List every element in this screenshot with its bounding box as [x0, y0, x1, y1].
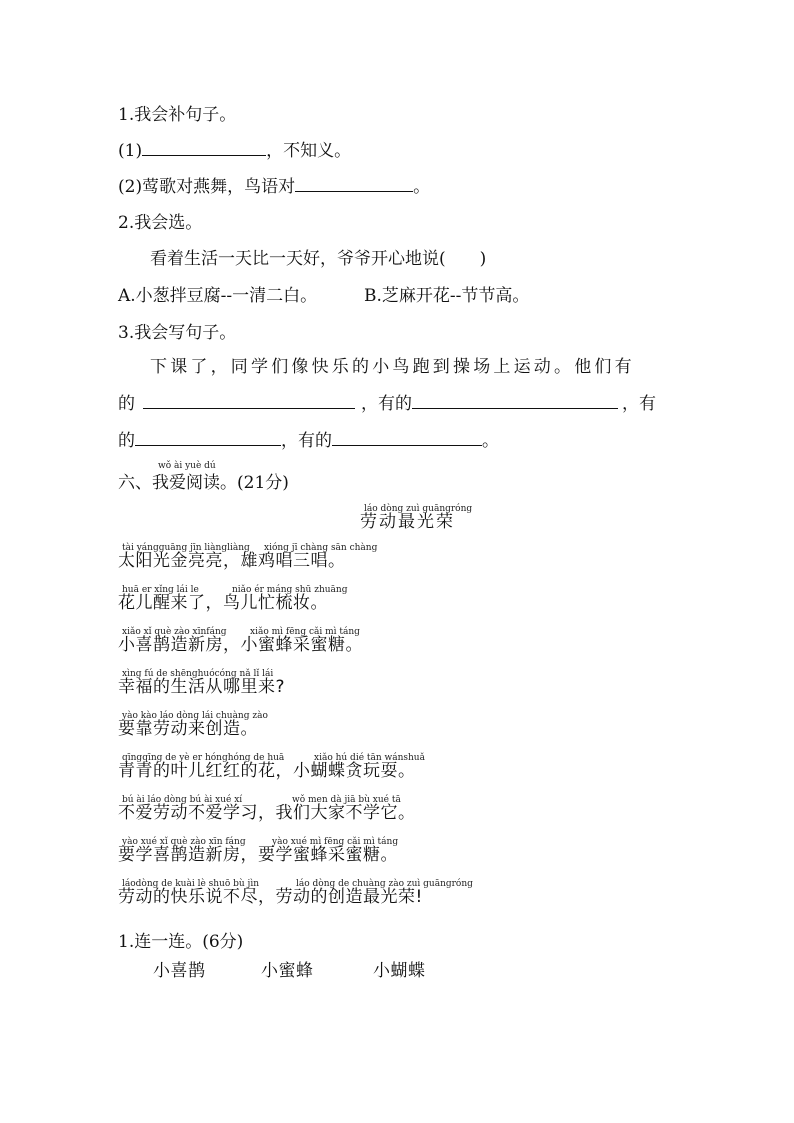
q3-blank-3[interactable] — [135, 429, 281, 446]
poem-title: 劳动最光荣 — [360, 512, 455, 532]
poem-line-6-pinyin-b: xiǎo hú dié tān wánshuǎ — [314, 753, 425, 763]
section6-suffix: 。(21分) — [220, 473, 289, 493]
q1-title: 1.我会补句子。 — [118, 105, 237, 125]
connect-item-hudie[interactable]: 小蝴蝶 — [373, 961, 426, 981]
connect-item-mifeng[interactable]: 小蜜蜂 — [261, 961, 314, 981]
q1-1-answer-blank[interactable] — [142, 139, 266, 156]
q2-title: 2.我会选。 — [118, 213, 203, 233]
poem-line-3-pinyin-a: xiǎo xǐ què zào xīnfáng — [122, 627, 227, 637]
poem-line-8: 要学喜鹊造新房，要学蜜蜂采蜜糖。 — [118, 845, 398, 865]
q1-item-1 — [118, 136, 351, 161]
q3-line3-b: ，有的 — [281, 431, 332, 451]
q3-line-2 — [118, 389, 656, 414]
poem-line-2-pinyin-a: huā er xǐng lái le — [122, 585, 199, 595]
poem-line-1-pinyin-b: xióng jī chàng sān chàng — [264, 543, 378, 553]
poem-line-8-pinyin-a: yào xué xǐ què zào xīn fáng — [122, 837, 246, 847]
poem-line-7-pinyin-a: bú ài láo dòng bú ài xué xí — [122, 795, 243, 805]
q1-1-prefix: (1) — [118, 141, 143, 161]
q3-line3-a: 的 — [118, 431, 135, 451]
q3-stem: 下课了，同学们像快乐的小鸟跑到操场上运动。他们有 — [150, 357, 635, 377]
poem-line-9-pinyin-a: láodòng de kuài lè shuō bù jìn — [122, 879, 260, 889]
poem-line-1-pinyin-a: tài yángguāng jīn liàngliàng — [122, 543, 250, 553]
q1-item-2 — [118, 172, 430, 197]
q3-blank-2[interactable] — [412, 392, 618, 409]
poem-line-9-pinyin-b: láo dòng de chuàng zào zuì guāngróng — [296, 879, 473, 889]
poem-line-5: 要靠劳动来创造。 — [118, 719, 258, 739]
section6-title-pinyin: wǒ ài yuè dú — [158, 461, 216, 471]
q3-line2-a: 的 — [118, 394, 135, 414]
q2-option-a: A.小葱拌豆腐--一清二白。 — [118, 286, 318, 306]
poem-line-2-pinyin-b: niǎo ér máng shū zhuāng — [232, 585, 348, 595]
poem-line-8-pinyin-b: yào xué mì fēng cǎi mì táng — [272, 837, 399, 847]
q3-blank-4[interactable] — [332, 429, 482, 446]
q1-2-answer-blank[interactable] — [295, 175, 413, 192]
poem-line-6-pinyin-a: qīngqīng de yè er hónghóng de huā — [122, 753, 285, 763]
q3-line2-b: ，有的 — [361, 394, 412, 414]
connect-item-xiquè[interactable]: 小喜鹊 — [153, 961, 206, 981]
poem-line-1: 太阳光金亮亮，雄鸡唱三唱。 — [118, 551, 346, 571]
poem-line-3-pinyin-b: xiǎo mì fēng cǎi mì táng — [250, 627, 360, 637]
q1-2-prefix: (2)莺歌对燕舞，鸟语对 — [118, 177, 296, 197]
connect-title: 1.连一连。(6分) — [118, 932, 244, 952]
poem-line-4-pinyin-a: xìng fú de shēnghuócóng nǎ lǐ lái — [122, 669, 274, 679]
q2-option-b: B.芝麻开花--节节高。 — [364, 286, 530, 306]
q1-1-suffix: ，不知义。 — [266, 141, 352, 161]
q3-blank-1[interactable] — [143, 392, 355, 409]
poem-line-7-pinyin-b: wǒ men dà jiā bù xué tā — [292, 795, 401, 805]
poem-line-9: 劳动的快乐说不尽，劳动的创造最光荣! — [118, 887, 423, 907]
poem-line-4: 幸福的生活从哪里来? — [118, 677, 286, 697]
q1-2-suffix: 。 — [413, 177, 431, 197]
poem-line-3: 小喜鹊造新房，小蜜蜂采蜜糖。 — [118, 635, 363, 655]
poem-line-5-pinyin-a: yào kào láo dòng lái chuàng zào — [122, 711, 268, 721]
poem-line-6: 青青的叶儿红红的花，小蝴蝶贪玩耍。 — [118, 761, 416, 781]
q3-line2-c: ，有 — [622, 394, 656, 414]
poem-line-7: 不爱劳动不爱学习，我们大家不学它。 — [118, 803, 416, 823]
section6-title: 我爱阅读 — [152, 473, 220, 493]
section6-prefix: 六、 — [118, 473, 152, 493]
poem-title-pinyin: láo dòng zuì guāngróng — [364, 504, 473, 514]
q3-line-3 — [118, 426, 499, 451]
poem-line-2: 花儿醒来了，鸟儿忙梳妆。 — [118, 593, 328, 613]
q3-title: 3.我会写句子。 — [118, 323, 237, 343]
q3-line3-c: 。 — [482, 431, 499, 451]
q2-stem: 看着生活一天比一天好，爷爷开心地说( ) — [150, 249, 487, 269]
